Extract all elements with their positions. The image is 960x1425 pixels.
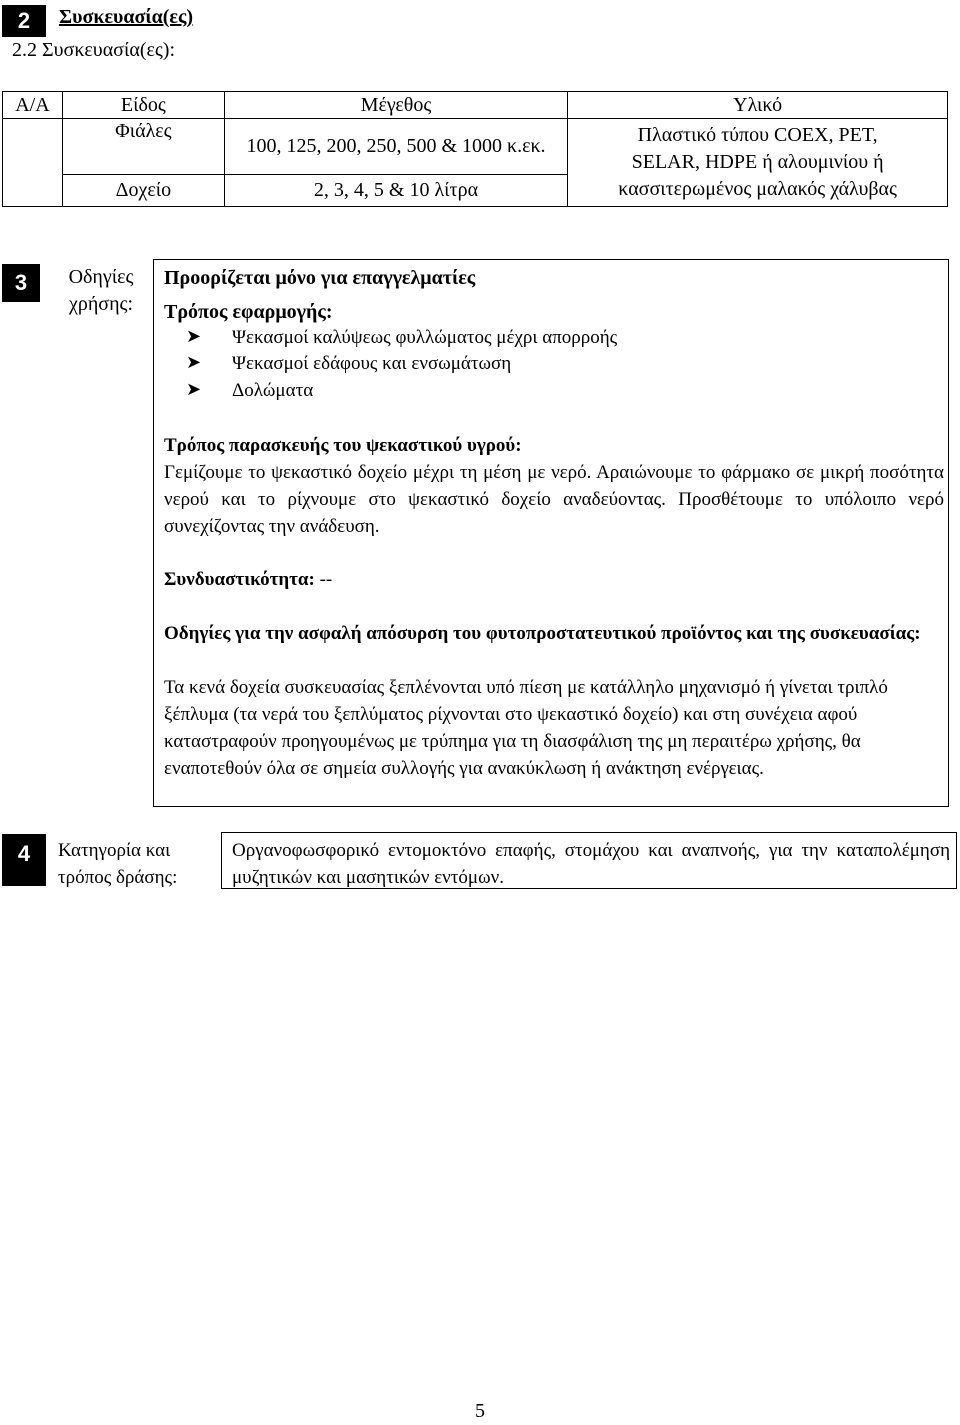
- row-aa-cell: [3, 119, 63, 175]
- table-header-row: [3, 92, 948, 119]
- arrow-bullet-icon: ➤: [186, 352, 202, 372]
- section-3-label: Οδηγίες χρήσης:: [68, 266, 134, 315]
- action-category-text: Οργανοφωσφορικό εντομοκτόνο επαφής, στομάχου και αναπνοής, για την καταπολέμηση μυζητικών και μασητικών εντόμων.: [232, 840, 950, 888]
- row-type-cell: Φιάλες: [62, 119, 224, 175]
- section-2-number: 2: [2, 5, 46, 37]
- section-2-heading: Συσκευασία(ες): [59, 6, 194, 28]
- row-size-cell: 100, 125, 200, 250, 500 & 1000 κ.εκ.: [224, 119, 568, 175]
- row-size-cell: 2, 3, 4, 5 & 10 λίτρα: [224, 175, 568, 207]
- compatibility-title: Συνδυαστικότητα:: [164, 569, 315, 590]
- preparation-text: Γεμίζουμε το ψεκαστικό δοχείο μέχρι τη μέση με νερό. Αραιώνουμε το φάρμακο σε μικρή ποσότητα νερού και το ρίχνουμε στο ψεκαστικό δοχείο αναδεύοντας. Προσθέτουμε το υπόλοιπο νερό συνεχίζοντας την ανάδευση.: [164, 462, 944, 537]
- section-3-number: 3: [2, 264, 40, 302]
- page-number: 5: [475, 1400, 485, 1422]
- col-header-size: Μέγεθος: [224, 92, 568, 119]
- disposal-title: Οδηγίες για την ασφαλή απόσυρση του φυτοπροστατευτικού προϊόντος και της συσκευασίας:: [164, 623, 921, 644]
- compatibility-value: --: [314, 569, 333, 590]
- application-item: Ψεκασμοί καλύψεως φυλλώματος μέχρι απορροής: [232, 327, 618, 348]
- arrow-bullet-icon: ➤: [186, 379, 202, 399]
- col-header-material: Υλικό: [568, 92, 948, 119]
- col-header-aa: Α/Α: [3, 92, 63, 119]
- section-2-subheading: 2.2 Συσκευασία(ες):: [12, 39, 176, 61]
- table-row: [3, 119, 948, 175]
- preparation-title: Τρόπος παρασκευής του ψεκαστικού υγρού:: [164, 435, 522, 456]
- col-header-type: Είδος: [62, 92, 224, 119]
- section-4-number: 4: [2, 834, 46, 886]
- material-cell: Πλαστικό τύπου COEX, PET, SELAR, HDPE ή αλουμινίου ή κασσιτερωμένος μαλακός χάλυβας: [568, 119, 948, 207]
- application-item: Δολώματα: [232, 380, 314, 401]
- application-item: Ψεκασμοί εδάφους και ενσωμάτωση: [232, 353, 512, 374]
- row-aa-cell: [3, 175, 63, 207]
- disposal-text: Τα κενά δοχεία συσκευασίας ξεπλένονται υπό πίεση με κατάλληλο μηχανισμό ή γίνεται τριπλό ξέπλυμα (τα νερά του ξεπλύματος ρίχνονται στο ψεκαστικό δοχείο) και στη συνέχεια αφού καταστραφούν προηγουμένως με τρύπημα για τη διασφάλιση της μη περαιτέρω χρήσης, θα εναποτεθούν όλα σε σημεία συλλογής για ανακύκλωση ή ανάκτηση ενέργειας.: [164, 677, 888, 779]
- section-4-label: Κατηγορία και τρόπος δράσης:: [58, 840, 178, 888]
- application-title: Τρόπος εφαρμογής:: [164, 301, 333, 323]
- packaging-table: [2, 91, 948, 207]
- compatibility: [164, 567, 332, 593]
- arrow-bullet-icon: ➤: [186, 326, 202, 346]
- row-type-cell: Δοχείο: [62, 175, 224, 207]
- professional-use-note: Προορίζεται μόνο για επαγγελματίες: [164, 267, 476, 289]
